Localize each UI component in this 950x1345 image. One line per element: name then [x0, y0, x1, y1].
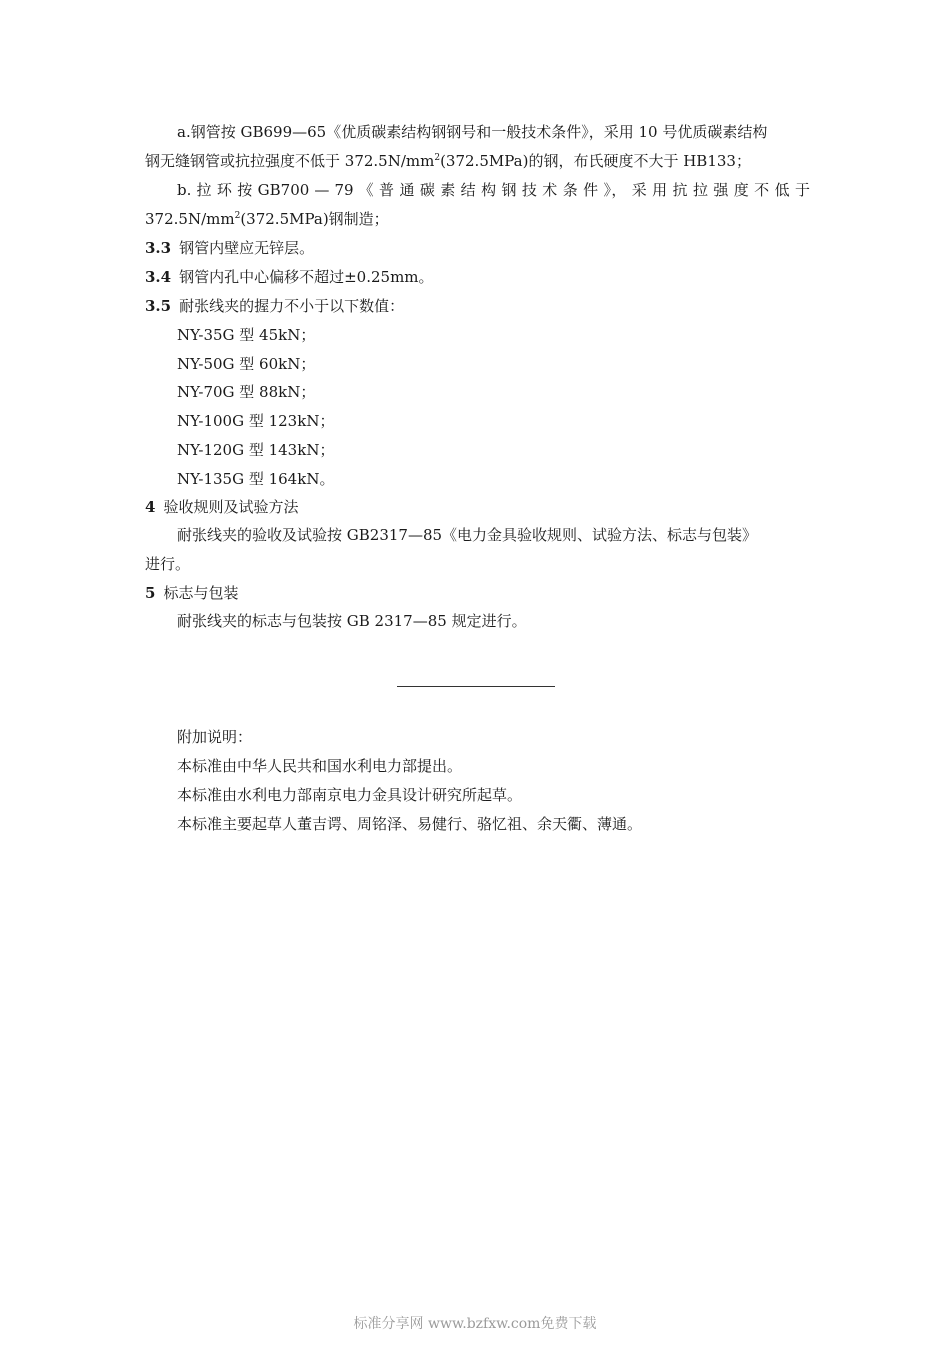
end-divider — [397, 686, 555, 687]
section-4-heading — [145, 497, 810, 517]
section-number: 4 — [145, 498, 156, 516]
notes-title: 附加说明： — [177, 728, 253, 746]
notes-item: 本标准由水利电力部南京电力金具设计研究所起草。 — [177, 786, 523, 804]
clause-a-line2-pre: 钢无缝钢管或抗拉强度不低于 372.5N/mm — [145, 152, 435, 170]
clause-b-line2-post: (372.5MPa)钢制造； — [240, 210, 389, 228]
clause-b-line1: b. 拉 环 按 GB700 — 79 《 普 通 碳 素 结 构 钢 技 术 条 件 》， 采 用 抗 拉 强 度 不 低 于 — [177, 181, 810, 199]
clause-b-line2 — [145, 209, 810, 229]
section-number: 3.5 — [145, 297, 172, 315]
section-4-line1: 耐张线夹的验收及试验按 GB2317—85《电力金具验收规则、试验方法、标志与包装》 — [177, 526, 758, 544]
section-title: 标志与包装 — [163, 584, 239, 602]
section-text: 钢管内孔中心偏移不超过±0.25mm。 — [179, 268, 434, 286]
section-text: 耐张线夹的握力不小于以下数值： — [179, 297, 405, 315]
clause-a-superscript: 2 — [434, 153, 441, 163]
grip-value-item: NY-100G 型 123kN； — [177, 412, 335, 430]
section-3-3 — [145, 238, 810, 258]
section-number: 3.3 — [145, 239, 172, 257]
section-3-4 — [145, 267, 810, 287]
grip-value-item: NY-120G 型 143kN； — [177, 441, 335, 459]
clause-a-line2-post: (372.5MPa)的钢，布氏硬度不大于 HB133； — [440, 152, 751, 170]
clause-b-line2-pre: 372.5N/mm — [145, 210, 235, 228]
grip-value-item: NY-70G 型 88kN； — [177, 383, 316, 401]
notes-item: 本标准主要起草人董吉谔、周铭泽、易健行、骆忆祖、余天衢、薄通。 — [177, 815, 643, 833]
clause-a-line2 — [145, 151, 810, 171]
grip-value-item: NY-50G 型 60kN； — [177, 355, 316, 373]
section-text: 钢管内壁应无锌层。 — [179, 239, 315, 257]
section-5-text: 耐张线夹的标志与包装按 GB 2317—85 规定进行。 — [177, 612, 527, 630]
grip-value-item: NY-35G 型 45kN； — [177, 326, 316, 344]
clause-a-line1: a.钢管按 GB699—65《优质碳素结构钢钢号和一般技术条件》，采用 10 号优质碳素结构 — [177, 123, 768, 141]
grip-value-item: NY-135G 型 164kN。 — [177, 470, 335, 488]
section-title: 验收规则及试验方法 — [163, 498, 299, 516]
footer-watermark: 标准分享网 www.bzfxw.com免费下载 — [353, 1316, 597, 1332]
section-number: 3.4 — [145, 268, 172, 286]
clause-b-superscript: 2 — [234, 211, 241, 221]
section-3-5 — [145, 296, 810, 316]
section-number: 5 — [145, 584, 156, 602]
section-4-line2: 进行。 — [145, 555, 191, 573]
section-5-heading — [145, 583, 810, 603]
notes-item: 本标准由中华人民共和国水利电力部提出。 — [177, 757, 463, 775]
